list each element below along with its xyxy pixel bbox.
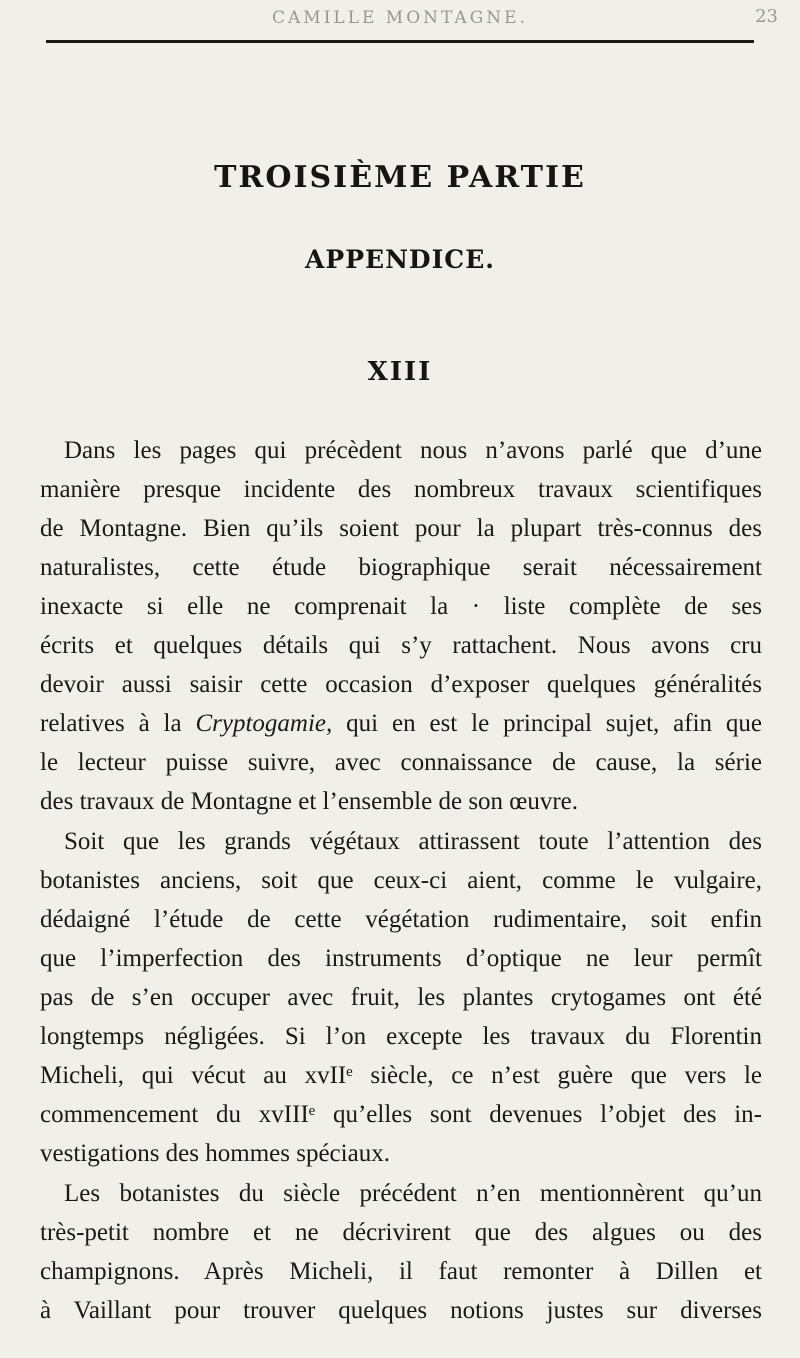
- italic-term: Cryptogamie,: [195, 710, 333, 737]
- text-line: naturalistes, cette étude biographique serait nécessairement: [40, 554, 762, 581]
- text-line: le lecteur puisse suivre, avec connaissance de cause, la série: [40, 749, 762, 776]
- page-number: 23: [755, 6, 778, 27]
- text-line: champignons. Après Micheli, il faut remonter à Dillen et: [40, 1258, 762, 1285]
- part-title: TROISIÈME PARTIE: [214, 160, 586, 195]
- text-segment: relatives à la: [40, 710, 182, 737]
- header-rule: [46, 40, 754, 43]
- text-line: commencement du xvIIIᵉ qu’elles sont devenues l’objet des in-: [40, 1101, 762, 1128]
- text-line: à Vaillant pour trouver quelques notions justes sur diverses: [40, 1297, 762, 1324]
- text-line: inexacte si elle ne comprenait la · liste complète de ses: [40, 593, 762, 620]
- running-head: CAMILLE MONTAGNE.: [272, 8, 528, 28]
- text-line: dédaigné l’étude de cette végétation rudimentaire, soit enfin: [40, 906, 762, 933]
- text-line: manière presque incidente des nombreux travaux scientifiques: [40, 476, 762, 503]
- text-line: de Montagne. Bien qu’ils soient pour la plupart très-connus des: [40, 515, 762, 542]
- text-line: longtemps négligées. Si l’on excepte les travaux du Florentin: [40, 1023, 762, 1050]
- text-line: que l’imperfection des instruments d’optique ne leur permît: [40, 945, 762, 972]
- text-line: Dans les pages qui précèdent nous n’avons parlé que d’une: [64, 437, 762, 464]
- text-line: écrits et quelques détails qui s’y rattachent. Nous avons cru: [40, 632, 762, 659]
- text-segment: qui en est le principal sujet, afin que: [346, 710, 763, 737]
- text-line: vestigations des hommes spéciaux.: [40, 1140, 390, 1167]
- appendix-title: APPENDICE.: [305, 245, 495, 274]
- text-line: [40, 709, 762, 739]
- text-line: Micheli, qui vécut au xvIIᵉ siècle, ce n’est guère que vers le: [40, 1062, 762, 1089]
- text-line: Les botanistes du siècle précédent n’en mentionnèrent qu’un: [64, 1180, 762, 1207]
- section-number: XIII: [367, 357, 433, 387]
- text-line: devoir aussi saisir cette occasion d’exposer quelques généralités: [40, 671, 762, 698]
- text-line: très-petit nombre et ne décrivirent que des algues ou des: [40, 1219, 762, 1246]
- text-line: botanistes anciens, soit que ceux-ci aient, comme le vulgaire,: [40, 867, 762, 894]
- text-line: pas de s’en occuper avec fruit, les plantes crytogames ont été: [40, 984, 762, 1011]
- text-line: des travaux de Montagne et l’ensemble de son œuvre.: [40, 788, 579, 815]
- text-line: Soit que les grands végétaux attirassent toute l’attention des: [64, 828, 762, 855]
